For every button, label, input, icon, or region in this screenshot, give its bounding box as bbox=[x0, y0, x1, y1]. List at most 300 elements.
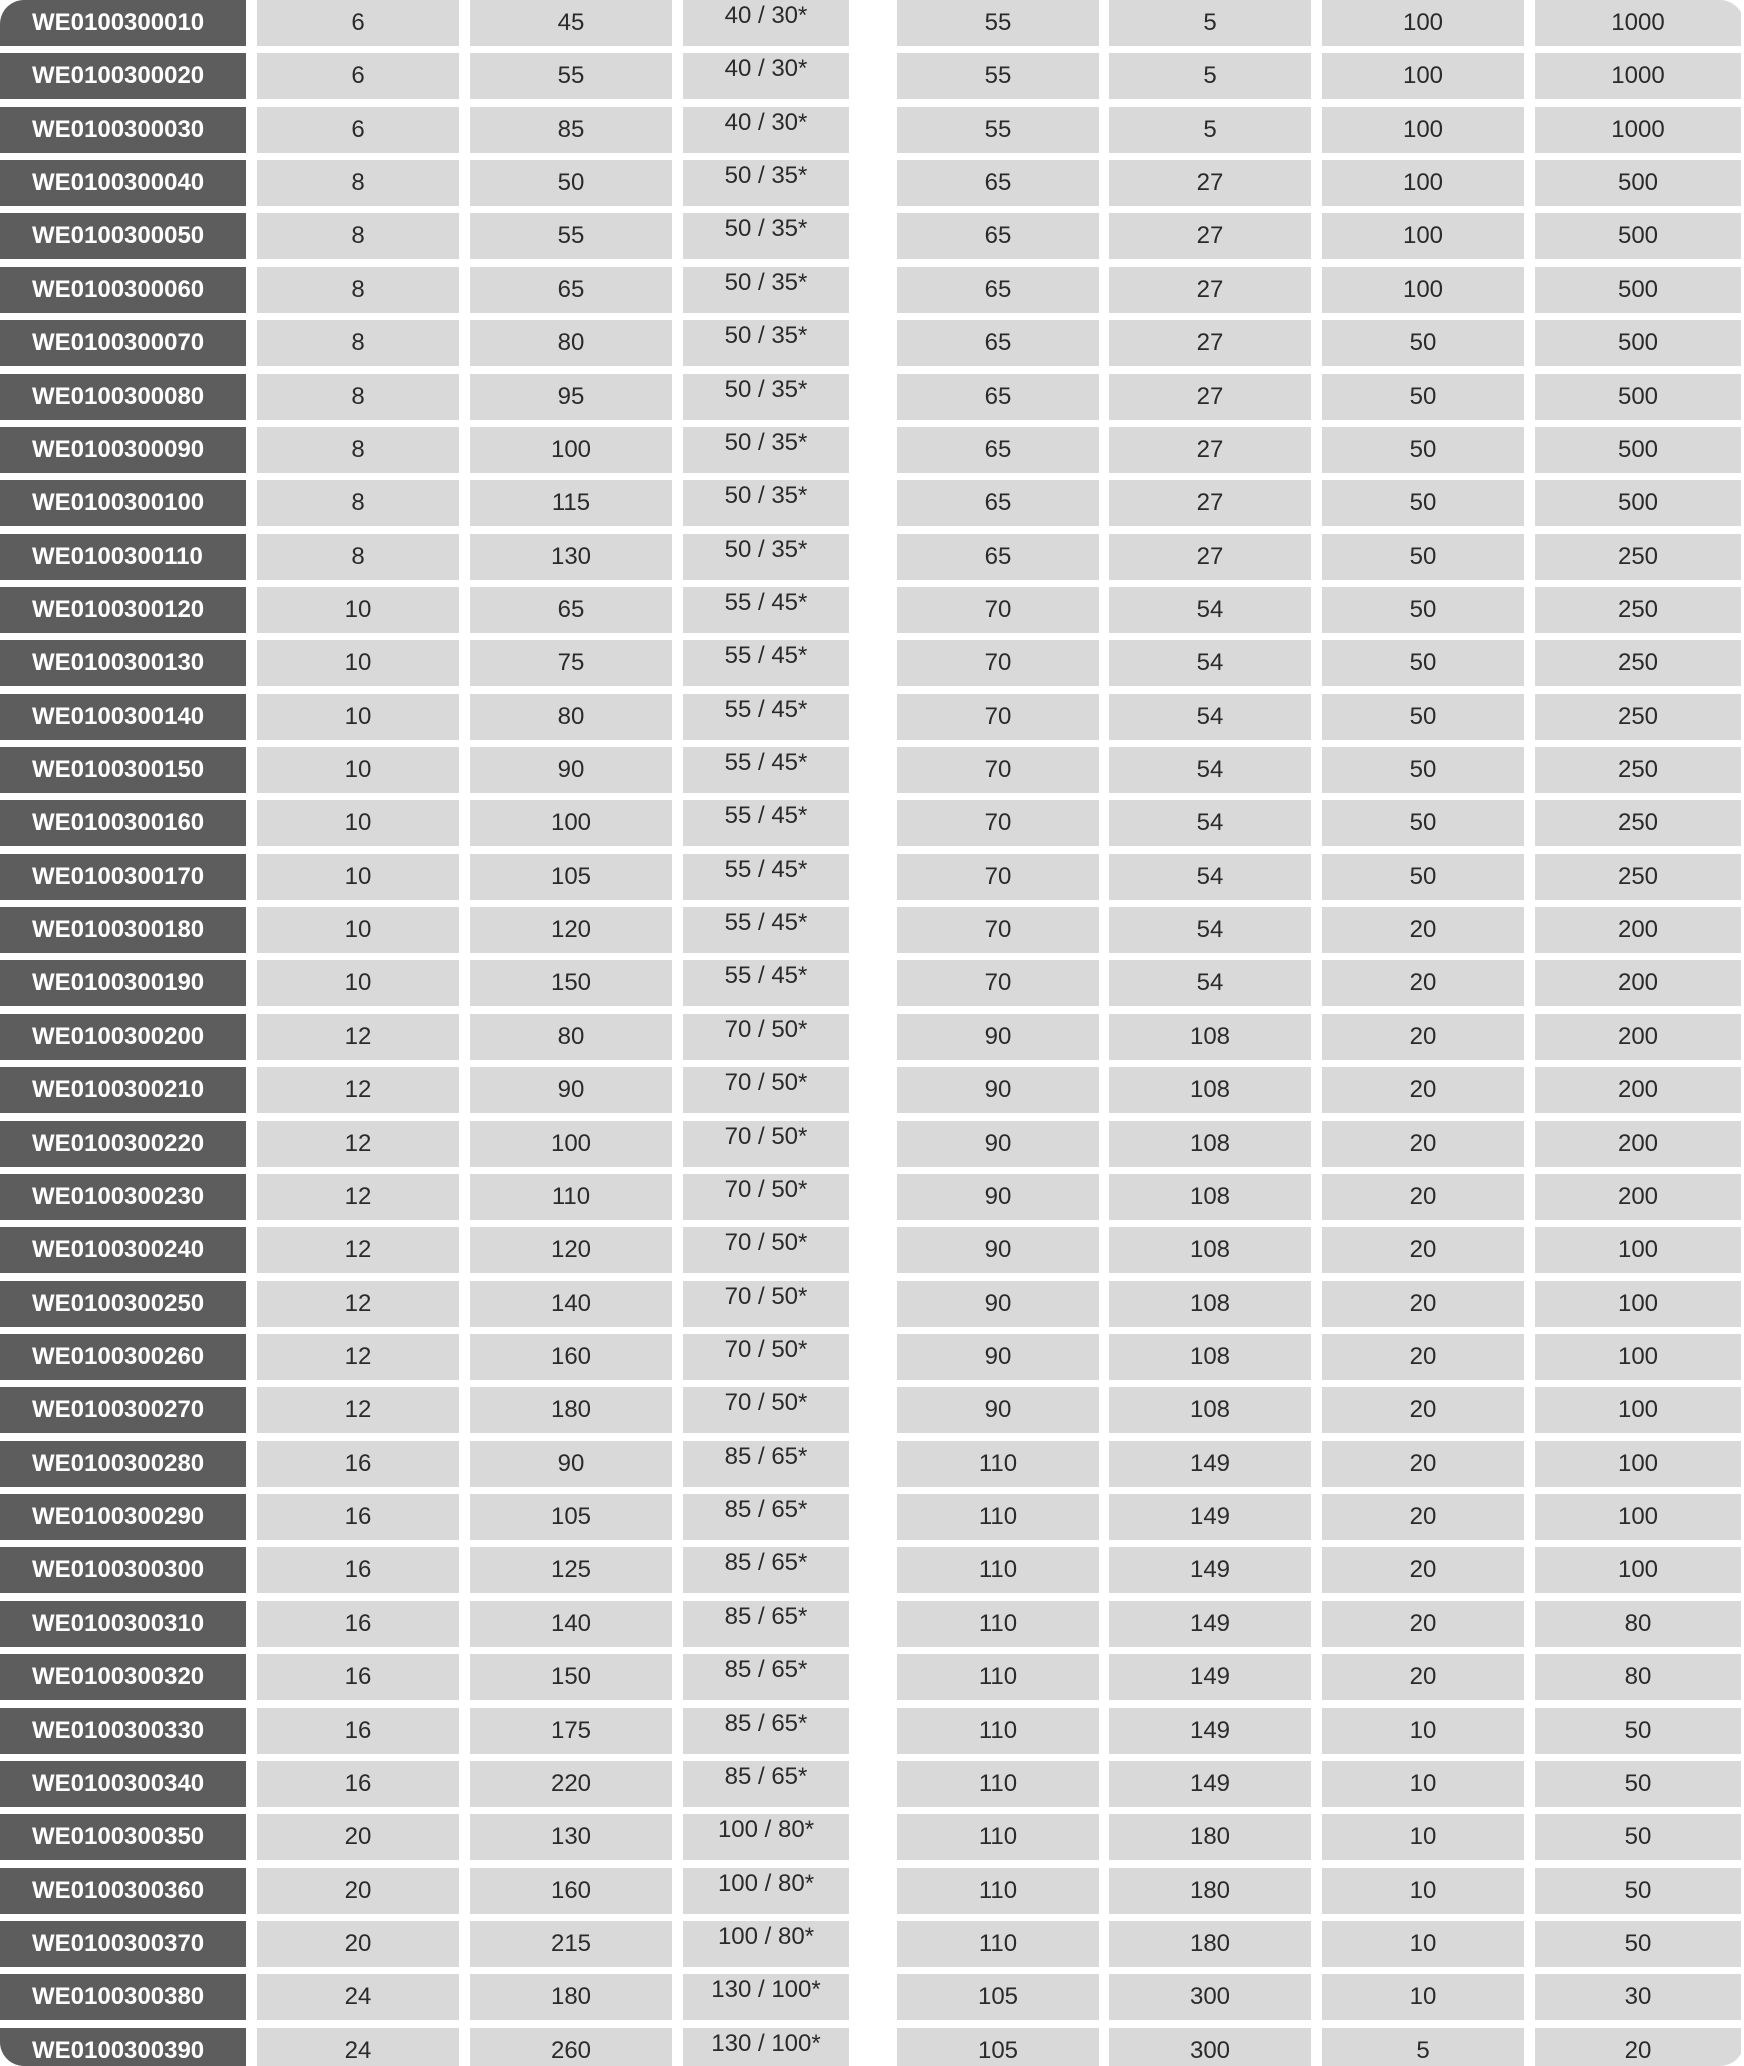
value-b-cell: 300 bbox=[1109, 1974, 1311, 2020]
diameter-cell: 12 bbox=[257, 1174, 459, 1220]
value-b-cell: 54 bbox=[1109, 587, 1311, 633]
table-row bbox=[0, 1281, 1744, 1327]
ratio-cell: 50 / 35* bbox=[683, 534, 849, 580]
article-code-cell: WE0100300360 bbox=[0, 1868, 246, 1914]
value-a-cell: 70 bbox=[897, 587, 1099, 633]
length-cell: 150 bbox=[470, 1654, 672, 1700]
length-cell: 140 bbox=[470, 1601, 672, 1647]
diameter-cell: 6 bbox=[257, 0, 459, 46]
ratio-cell: 50 / 35* bbox=[683, 213, 849, 259]
pack-cell: 50 bbox=[1322, 694, 1524, 740]
value-a-cell: 70 bbox=[897, 640, 1099, 686]
box-cell: 200 bbox=[1535, 1121, 1741, 1167]
length-cell: 115 bbox=[470, 480, 672, 526]
pack-cell: 10 bbox=[1322, 1921, 1524, 1967]
table-row bbox=[0, 1761, 1744, 1807]
article-code-cell: WE0100300060 bbox=[0, 267, 246, 313]
table-row bbox=[0, 53, 1744, 99]
diameter-cell: 8 bbox=[257, 374, 459, 420]
length-cell: 55 bbox=[470, 213, 672, 259]
table-row bbox=[0, 747, 1744, 793]
table-row bbox=[0, 2028, 1744, 2066]
pack-cell: 50 bbox=[1322, 374, 1524, 420]
article-code-cell: WE0100300180 bbox=[0, 907, 246, 953]
value-a-cell: 90 bbox=[897, 1227, 1099, 1273]
diameter-cell: 12 bbox=[257, 1121, 459, 1167]
table-row bbox=[0, 320, 1744, 366]
table-row bbox=[0, 107, 1744, 153]
pack-cell: 20 bbox=[1322, 907, 1524, 953]
ratio-cell: 70 / 50* bbox=[683, 1014, 849, 1060]
value-b-cell: 5 bbox=[1109, 0, 1311, 46]
table-row bbox=[0, 1601, 1744, 1647]
value-b-cell: 149 bbox=[1109, 1547, 1311, 1593]
pack-cell: 10 bbox=[1322, 1814, 1524, 1860]
ratio-cell: 55 / 45* bbox=[683, 854, 849, 900]
table-row bbox=[0, 1547, 1744, 1593]
value-a-cell: 65 bbox=[897, 534, 1099, 580]
value-a-cell: 70 bbox=[897, 960, 1099, 1006]
article-code-cell: WE0100300050 bbox=[0, 213, 246, 259]
length-cell: 160 bbox=[470, 1334, 672, 1380]
ratio-cell: 85 / 65* bbox=[683, 1654, 849, 1700]
table-row bbox=[0, 1814, 1744, 1860]
table-row bbox=[0, 1868, 1744, 1914]
length-cell: 85 bbox=[470, 107, 672, 153]
box-cell: 100 bbox=[1535, 1227, 1741, 1273]
article-code-cell: WE0100300290 bbox=[0, 1494, 246, 1540]
box-cell: 250 bbox=[1535, 640, 1741, 686]
length-cell: 150 bbox=[470, 960, 672, 1006]
diameter-cell: 10 bbox=[257, 800, 459, 846]
pack-cell: 100 bbox=[1322, 213, 1524, 259]
diameter-cell: 16 bbox=[257, 1708, 459, 1754]
value-b-cell: 5 bbox=[1109, 107, 1311, 153]
diameter-cell: 10 bbox=[257, 960, 459, 1006]
value-a-cell: 55 bbox=[897, 53, 1099, 99]
box-cell: 200 bbox=[1535, 1014, 1741, 1060]
diameter-cell: 16 bbox=[257, 1654, 459, 1700]
ratio-cell: 85 / 65* bbox=[683, 1547, 849, 1593]
table-row bbox=[0, 1708, 1744, 1754]
ratio-cell: 85 / 65* bbox=[683, 1494, 849, 1540]
diameter-cell: 8 bbox=[257, 160, 459, 206]
pack-cell: 20 bbox=[1322, 1014, 1524, 1060]
article-code-cell: WE0100300110 bbox=[0, 534, 246, 580]
value-b-cell: 54 bbox=[1109, 854, 1311, 900]
value-a-cell: 65 bbox=[897, 160, 1099, 206]
diameter-cell: 16 bbox=[257, 1441, 459, 1487]
pack-cell: 5 bbox=[1322, 2028, 1524, 2066]
diameter-cell: 16 bbox=[257, 1494, 459, 1540]
length-cell: 105 bbox=[470, 854, 672, 900]
box-cell: 500 bbox=[1535, 213, 1741, 259]
value-a-cell: 70 bbox=[897, 694, 1099, 740]
table-row bbox=[0, 1227, 1744, 1273]
box-cell: 200 bbox=[1535, 907, 1741, 953]
pack-cell: 10 bbox=[1322, 1761, 1524, 1807]
value-a-cell: 65 bbox=[897, 267, 1099, 313]
diameter-cell: 16 bbox=[257, 1761, 459, 1807]
article-code-cell: WE0100300040 bbox=[0, 160, 246, 206]
pack-cell: 20 bbox=[1322, 1387, 1524, 1433]
value-a-cell: 70 bbox=[897, 907, 1099, 953]
ratio-cell: 50 / 35* bbox=[683, 480, 849, 526]
length-cell: 120 bbox=[470, 1227, 672, 1273]
value-a-cell: 90 bbox=[897, 1121, 1099, 1167]
article-code-cell: WE0100300130 bbox=[0, 640, 246, 686]
value-b-cell: 108 bbox=[1109, 1281, 1311, 1327]
diameter-cell: 8 bbox=[257, 427, 459, 473]
table-row bbox=[0, 854, 1744, 900]
pack-cell: 100 bbox=[1322, 160, 1524, 206]
ratio-cell: 70 / 50* bbox=[683, 1334, 849, 1380]
diameter-cell: 24 bbox=[257, 1974, 459, 2020]
article-code-cell: WE0100300170 bbox=[0, 854, 246, 900]
box-cell: 50 bbox=[1535, 1708, 1741, 1754]
length-cell: 100 bbox=[470, 800, 672, 846]
pack-cell: 20 bbox=[1322, 1227, 1524, 1273]
box-cell: 1000 bbox=[1535, 53, 1741, 99]
ratio-cell: 50 / 35* bbox=[683, 267, 849, 313]
value-a-cell: 110 bbox=[897, 1814, 1099, 1860]
length-cell: 130 bbox=[470, 534, 672, 580]
box-cell: 100 bbox=[1535, 1387, 1741, 1433]
diameter-cell: 12 bbox=[257, 1227, 459, 1273]
box-cell: 30 bbox=[1535, 1974, 1741, 2020]
article-code-cell: WE0100300120 bbox=[0, 587, 246, 633]
diameter-cell: 10 bbox=[257, 587, 459, 633]
value-a-cell: 70 bbox=[897, 854, 1099, 900]
ratio-cell: 100 / 80* bbox=[683, 1814, 849, 1860]
box-cell: 250 bbox=[1535, 694, 1741, 740]
pack-cell: 50 bbox=[1322, 587, 1524, 633]
value-a-cell: 55 bbox=[897, 107, 1099, 153]
value-b-cell: 54 bbox=[1109, 640, 1311, 686]
diameter-cell: 20 bbox=[257, 1868, 459, 1914]
diameter-cell: 24 bbox=[257, 2028, 459, 2066]
length-cell: 110 bbox=[470, 1174, 672, 1220]
diameter-cell: 10 bbox=[257, 854, 459, 900]
value-b-cell: 108 bbox=[1109, 1334, 1311, 1380]
value-b-cell: 54 bbox=[1109, 907, 1311, 953]
value-a-cell: 110 bbox=[897, 1654, 1099, 1700]
table-row bbox=[0, 1121, 1744, 1167]
pack-cell: 10 bbox=[1322, 1868, 1524, 1914]
ratio-cell: 70 / 50* bbox=[683, 1387, 849, 1433]
value-b-cell: 149 bbox=[1109, 1654, 1311, 1700]
length-cell: 130 bbox=[470, 1814, 672, 1860]
article-code-cell: WE0100300190 bbox=[0, 960, 246, 1006]
table-row bbox=[0, 213, 1744, 259]
length-cell: 120 bbox=[470, 907, 672, 953]
ratio-cell: 50 / 35* bbox=[683, 374, 849, 420]
ratio-cell: 55 / 45* bbox=[683, 587, 849, 633]
box-cell: 1000 bbox=[1535, 107, 1741, 153]
article-code-cell: WE0100300020 bbox=[0, 53, 246, 99]
value-a-cell: 65 bbox=[897, 320, 1099, 366]
pack-cell: 10 bbox=[1322, 1974, 1524, 2020]
article-code-cell: WE0100300090 bbox=[0, 427, 246, 473]
table-row bbox=[0, 694, 1744, 740]
ratio-cell: 55 / 45* bbox=[683, 800, 849, 846]
article-code-cell: WE0100300010 bbox=[0, 0, 246, 46]
value-b-cell: 27 bbox=[1109, 480, 1311, 526]
pack-cell: 50 bbox=[1322, 320, 1524, 366]
length-cell: 80 bbox=[470, 1014, 672, 1060]
length-cell: 50 bbox=[470, 160, 672, 206]
article-code-cell: WE0100300230 bbox=[0, 1174, 246, 1220]
pack-cell: 20 bbox=[1322, 1174, 1524, 1220]
value-a-cell: 110 bbox=[897, 1601, 1099, 1647]
pack-cell: 20 bbox=[1322, 1494, 1524, 1540]
length-cell: 65 bbox=[470, 267, 672, 313]
value-b-cell: 149 bbox=[1109, 1441, 1311, 1487]
box-cell: 250 bbox=[1535, 800, 1741, 846]
pack-cell: 20 bbox=[1322, 1067, 1524, 1113]
article-code-cell: WE0100300140 bbox=[0, 694, 246, 740]
table-row bbox=[0, 907, 1744, 953]
pack-cell: 50 bbox=[1322, 427, 1524, 473]
ratio-cell: 55 / 45* bbox=[683, 907, 849, 953]
box-cell: 100 bbox=[1535, 1281, 1741, 1327]
diameter-cell: 6 bbox=[257, 107, 459, 153]
diameter-cell: 12 bbox=[257, 1014, 459, 1060]
article-code-cell: WE0100300210 bbox=[0, 1067, 246, 1113]
diameter-cell: 20 bbox=[257, 1814, 459, 1860]
diameter-cell: 12 bbox=[257, 1067, 459, 1113]
diameter-cell: 8 bbox=[257, 213, 459, 259]
article-code-cell: WE0100300310 bbox=[0, 1601, 246, 1647]
value-b-cell: 108 bbox=[1109, 1014, 1311, 1060]
value-b-cell: 54 bbox=[1109, 800, 1311, 846]
ratio-cell: 55 / 45* bbox=[683, 694, 849, 740]
article-code-cell: WE0100300370 bbox=[0, 1921, 246, 1967]
diameter-cell: 8 bbox=[257, 534, 459, 580]
table-row bbox=[0, 1067, 1744, 1113]
value-b-cell: 108 bbox=[1109, 1227, 1311, 1273]
article-code-cell: WE0100300330 bbox=[0, 1708, 246, 1754]
pack-cell: 50 bbox=[1322, 747, 1524, 793]
article-code-cell: WE0100300320 bbox=[0, 1654, 246, 1700]
table-row bbox=[0, 480, 1744, 526]
value-a-cell: 90 bbox=[897, 1174, 1099, 1220]
box-cell: 500 bbox=[1535, 427, 1741, 473]
value-a-cell: 110 bbox=[897, 1868, 1099, 1914]
ratio-cell: 70 / 50* bbox=[683, 1067, 849, 1113]
ratio-cell: 40 / 30* bbox=[683, 0, 849, 46]
length-cell: 100 bbox=[470, 1121, 672, 1167]
value-b-cell: 108 bbox=[1109, 1067, 1311, 1113]
value-a-cell: 65 bbox=[897, 213, 1099, 259]
length-cell: 90 bbox=[470, 1441, 672, 1487]
ratio-cell: 100 / 80* bbox=[683, 1921, 849, 1967]
box-cell: 250 bbox=[1535, 587, 1741, 633]
value-a-cell: 65 bbox=[897, 427, 1099, 473]
diameter-cell: 12 bbox=[257, 1281, 459, 1327]
pack-cell: 100 bbox=[1322, 267, 1524, 313]
box-cell: 50 bbox=[1535, 1868, 1741, 1914]
box-cell: 500 bbox=[1535, 374, 1741, 420]
table-row bbox=[0, 427, 1744, 473]
ratio-cell: 70 / 50* bbox=[683, 1174, 849, 1220]
ratio-cell: 100 / 80* bbox=[683, 1868, 849, 1914]
ratio-cell: 40 / 30* bbox=[683, 53, 849, 99]
length-cell: 215 bbox=[470, 1921, 672, 1967]
length-cell: 220 bbox=[470, 1761, 672, 1807]
value-b-cell: 54 bbox=[1109, 747, 1311, 793]
value-b-cell: 149 bbox=[1109, 1708, 1311, 1754]
diameter-cell: 20 bbox=[257, 1921, 459, 1967]
value-a-cell: 70 bbox=[897, 800, 1099, 846]
length-cell: 140 bbox=[470, 1281, 672, 1327]
length-cell: 80 bbox=[470, 320, 672, 366]
value-a-cell: 65 bbox=[897, 480, 1099, 526]
table-row bbox=[0, 640, 1744, 686]
ratio-cell: 50 / 35* bbox=[683, 427, 849, 473]
pack-cell: 50 bbox=[1322, 854, 1524, 900]
value-a-cell: 90 bbox=[897, 1014, 1099, 1060]
table-row bbox=[0, 1654, 1744, 1700]
length-cell: 180 bbox=[470, 1387, 672, 1433]
length-cell: 65 bbox=[470, 587, 672, 633]
box-cell: 250 bbox=[1535, 747, 1741, 793]
ratio-cell: 85 / 65* bbox=[683, 1601, 849, 1647]
diameter-cell: 16 bbox=[257, 1601, 459, 1647]
value-b-cell: 27 bbox=[1109, 267, 1311, 313]
length-cell: 75 bbox=[470, 640, 672, 686]
table-row bbox=[0, 1921, 1744, 1967]
value-b-cell: 27 bbox=[1109, 213, 1311, 259]
table-row bbox=[0, 534, 1744, 580]
value-a-cell: 110 bbox=[897, 1921, 1099, 1967]
box-cell: 250 bbox=[1535, 534, 1741, 580]
length-cell: 180 bbox=[470, 1974, 672, 2020]
diameter-cell: 10 bbox=[257, 747, 459, 793]
box-cell: 50 bbox=[1535, 1761, 1741, 1807]
pack-cell: 20 bbox=[1322, 1601, 1524, 1647]
ratio-cell: 70 / 50* bbox=[683, 1227, 849, 1273]
value-b-cell: 108 bbox=[1109, 1121, 1311, 1167]
table-row bbox=[0, 267, 1744, 313]
table-row bbox=[0, 0, 1744, 46]
value-b-cell: 180 bbox=[1109, 1868, 1311, 1914]
article-code-cell: WE0100300380 bbox=[0, 1974, 246, 2020]
value-a-cell: 110 bbox=[897, 1441, 1099, 1487]
box-cell: 250 bbox=[1535, 854, 1741, 900]
pack-cell: 20 bbox=[1322, 1281, 1524, 1327]
value-b-cell: 27 bbox=[1109, 320, 1311, 366]
value-b-cell: 27 bbox=[1109, 374, 1311, 420]
table-row bbox=[0, 1494, 1744, 1540]
article-code-cell: WE0100300160 bbox=[0, 800, 246, 846]
table-row bbox=[0, 1441, 1744, 1487]
value-b-cell: 180 bbox=[1109, 1921, 1311, 1967]
pack-cell: 50 bbox=[1322, 480, 1524, 526]
length-cell: 80 bbox=[470, 694, 672, 740]
value-b-cell: 108 bbox=[1109, 1174, 1311, 1220]
length-cell: 100 bbox=[470, 427, 672, 473]
value-b-cell: 54 bbox=[1109, 960, 1311, 1006]
box-cell: 80 bbox=[1535, 1654, 1741, 1700]
value-a-cell: 90 bbox=[897, 1067, 1099, 1113]
article-code-cell: WE0100300250 bbox=[0, 1281, 246, 1327]
table-row bbox=[0, 160, 1744, 206]
box-cell: 500 bbox=[1535, 160, 1741, 206]
table-row bbox=[0, 1174, 1744, 1220]
pack-cell: 20 bbox=[1322, 960, 1524, 1006]
ratio-cell: 70 / 50* bbox=[683, 1281, 849, 1327]
pack-cell: 100 bbox=[1322, 107, 1524, 153]
ratio-cell: 55 / 45* bbox=[683, 747, 849, 793]
value-b-cell: 54 bbox=[1109, 694, 1311, 740]
box-cell: 50 bbox=[1535, 1814, 1741, 1860]
length-cell: 125 bbox=[470, 1547, 672, 1593]
box-cell: 100 bbox=[1535, 1334, 1741, 1380]
value-b-cell: 27 bbox=[1109, 427, 1311, 473]
value-b-cell: 149 bbox=[1109, 1601, 1311, 1647]
box-cell: 500 bbox=[1535, 267, 1741, 313]
diameter-cell: 16 bbox=[257, 1547, 459, 1593]
diameter-cell: 6 bbox=[257, 53, 459, 99]
article-code-cell: WE0100300100 bbox=[0, 480, 246, 526]
value-b-cell: 27 bbox=[1109, 534, 1311, 580]
table-row bbox=[0, 587, 1744, 633]
article-code-cell: WE0100300150 bbox=[0, 747, 246, 793]
length-cell: 160 bbox=[470, 1868, 672, 1914]
ratio-cell: 50 / 35* bbox=[683, 320, 849, 366]
diameter-cell: 10 bbox=[257, 640, 459, 686]
value-b-cell: 149 bbox=[1109, 1761, 1311, 1807]
ratio-cell: 50 / 35* bbox=[683, 160, 849, 206]
ratio-cell: 85 / 65* bbox=[683, 1761, 849, 1807]
diameter-cell: 12 bbox=[257, 1334, 459, 1380]
length-cell: 105 bbox=[470, 1494, 672, 1540]
diameter-cell: 8 bbox=[257, 480, 459, 526]
value-a-cell: 110 bbox=[897, 1494, 1099, 1540]
box-cell: 500 bbox=[1535, 480, 1741, 526]
box-cell: 80 bbox=[1535, 1601, 1741, 1647]
pack-cell: 100 bbox=[1322, 0, 1524, 46]
article-code-cell: WE0100300220 bbox=[0, 1121, 246, 1167]
value-b-cell: 149 bbox=[1109, 1494, 1311, 1540]
value-a-cell: 70 bbox=[897, 747, 1099, 793]
pack-cell: 50 bbox=[1322, 640, 1524, 686]
ratio-cell: 70 / 50* bbox=[683, 1121, 849, 1167]
length-cell: 90 bbox=[470, 747, 672, 793]
pack-cell: 20 bbox=[1322, 1547, 1524, 1593]
pack-cell: 20 bbox=[1322, 1334, 1524, 1380]
value-a-cell: 90 bbox=[897, 1334, 1099, 1380]
pack-cell: 20 bbox=[1322, 1441, 1524, 1487]
table-row bbox=[0, 960, 1744, 1006]
box-cell: 100 bbox=[1535, 1547, 1741, 1593]
table-row bbox=[0, 800, 1744, 846]
table-row bbox=[0, 1387, 1744, 1433]
pack-cell: 20 bbox=[1322, 1121, 1524, 1167]
value-a-cell: 90 bbox=[897, 1387, 1099, 1433]
box-cell: 200 bbox=[1535, 1174, 1741, 1220]
ratio-cell: 55 / 45* bbox=[683, 640, 849, 686]
box-cell: 20 bbox=[1535, 2028, 1741, 2066]
article-code-cell: WE0100300390 bbox=[0, 2028, 246, 2066]
box-cell: 200 bbox=[1535, 1067, 1741, 1113]
value-a-cell: 55 bbox=[897, 0, 1099, 46]
box-cell: 500 bbox=[1535, 320, 1741, 366]
diameter-cell: 8 bbox=[257, 267, 459, 313]
article-code-cell: WE0100300350 bbox=[0, 1814, 246, 1860]
pack-cell: 50 bbox=[1322, 534, 1524, 580]
